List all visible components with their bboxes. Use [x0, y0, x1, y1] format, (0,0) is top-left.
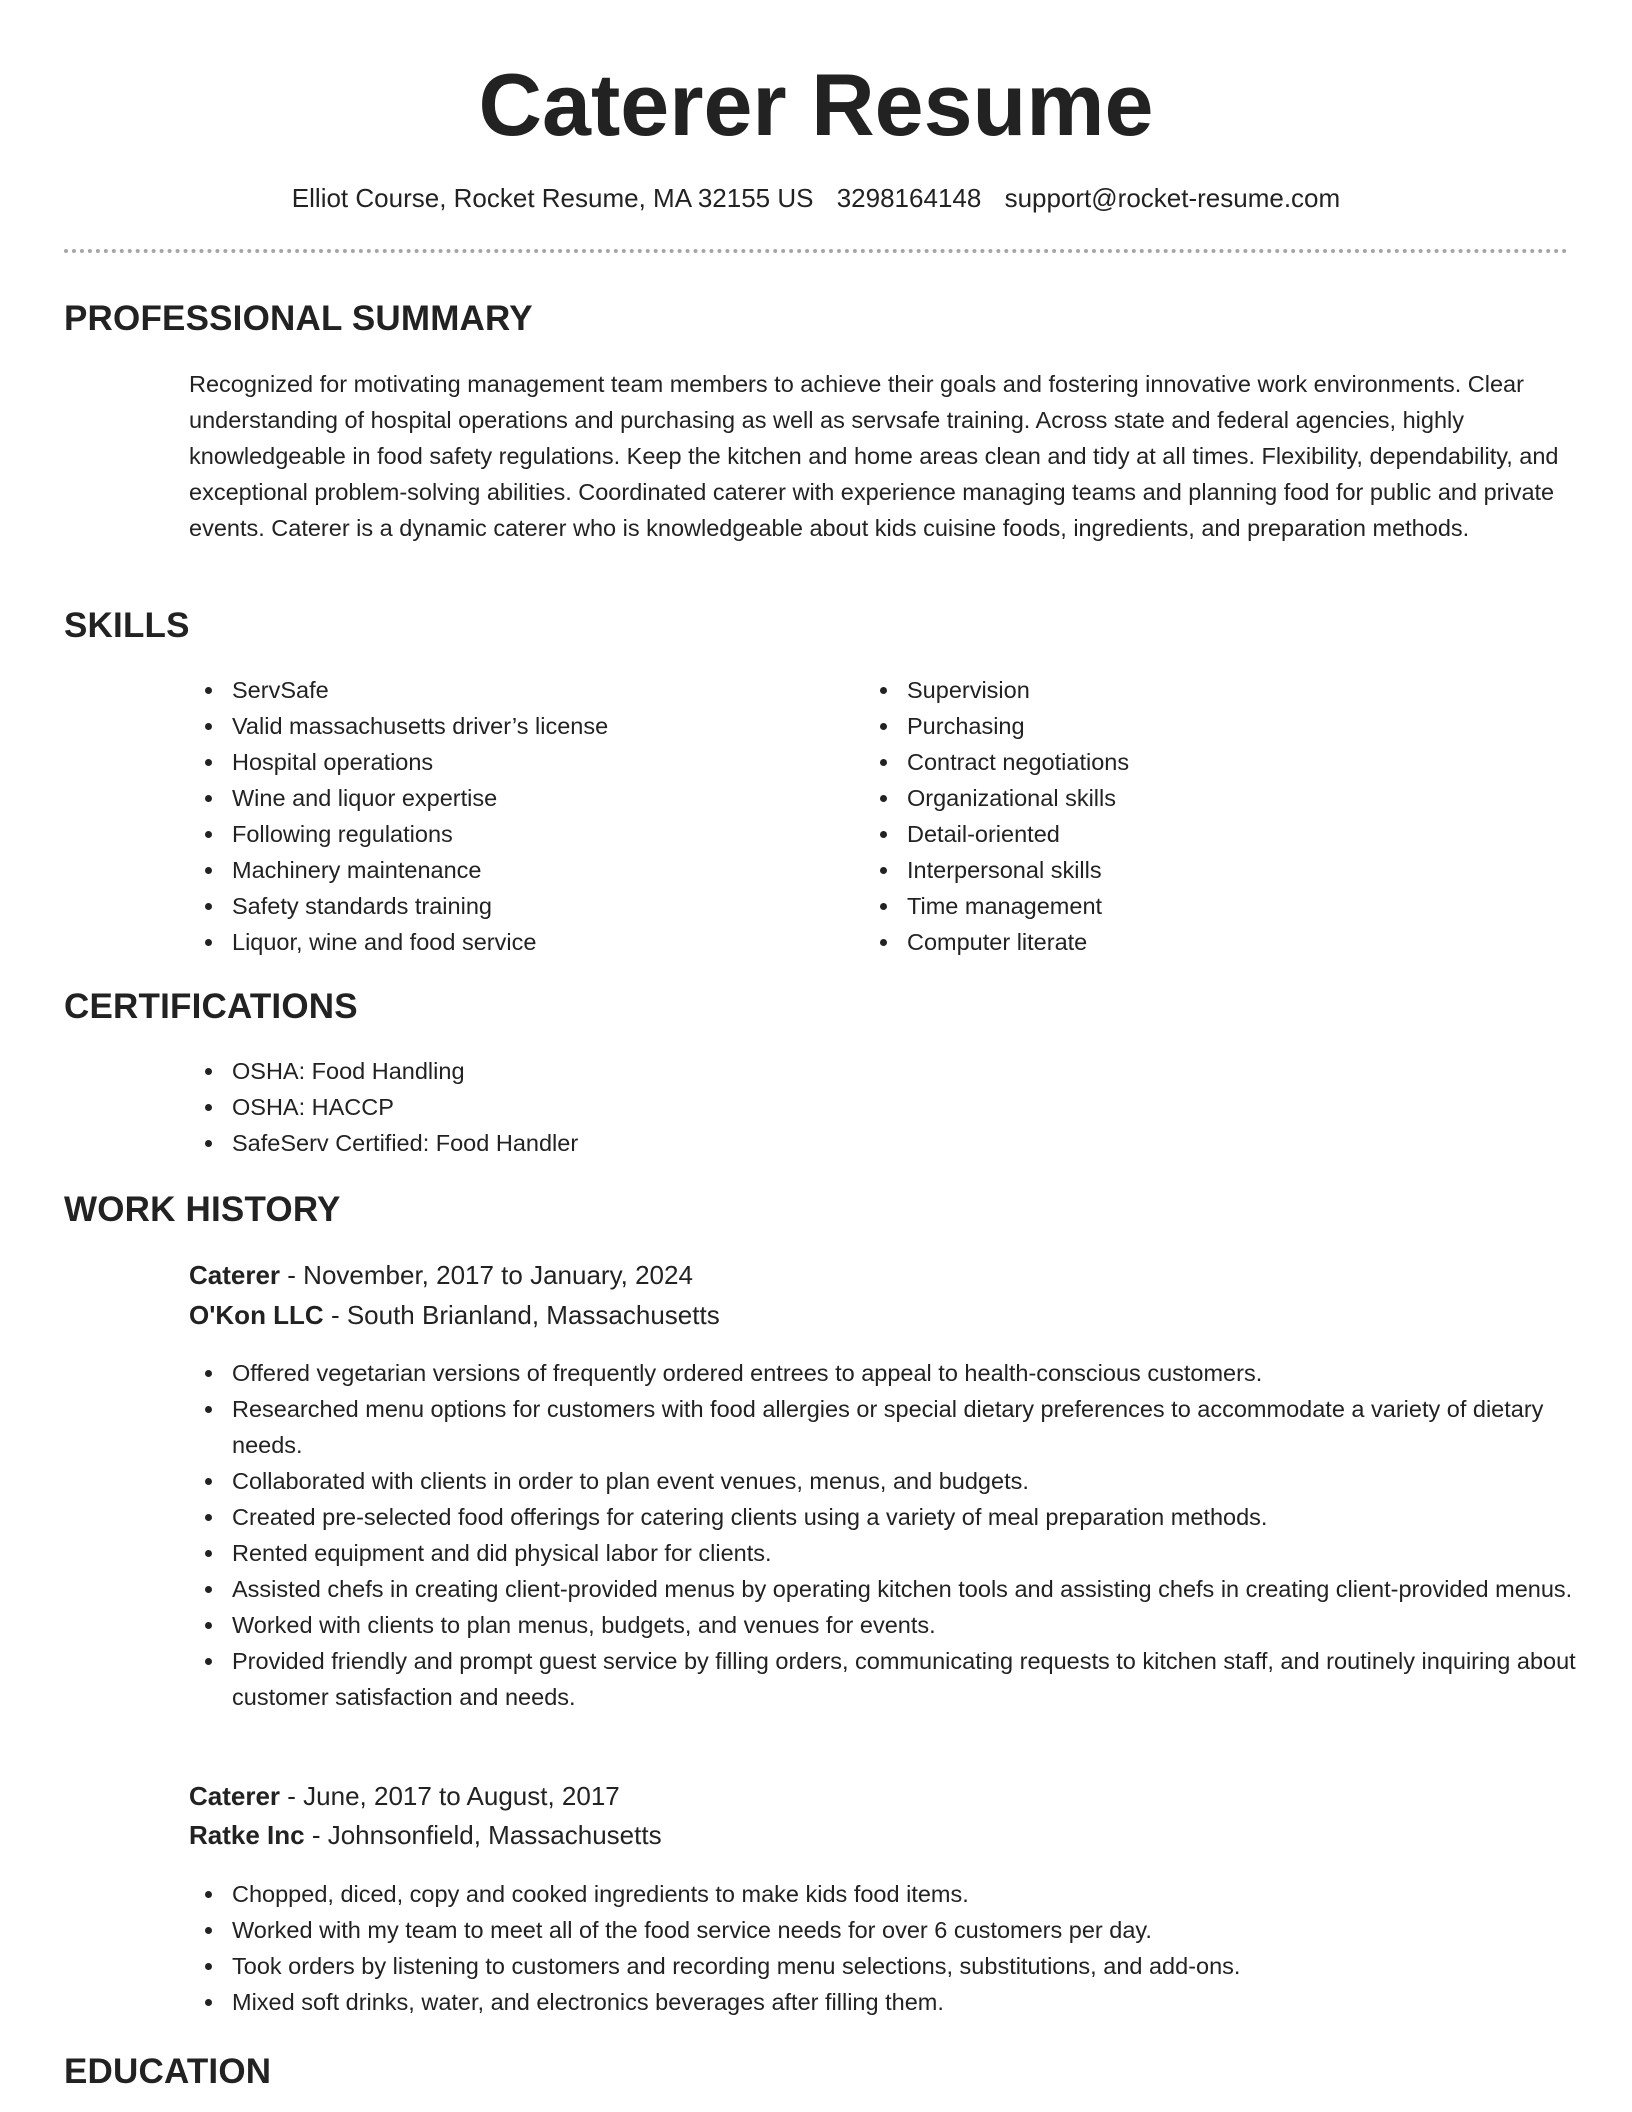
job-dates: - June, 2017 to August, 2017 [280, 1781, 620, 1811]
job-company: O'Kon LLC [189, 1300, 324, 1330]
skill-item: Supervision [907, 672, 1507, 708]
skills-list-right [864, 672, 1507, 960]
certification-item: OSHA: Food Handling [232, 1053, 1607, 1089]
job-company-line [189, 1816, 662, 1854]
header-divider [64, 249, 1568, 253]
job-title: Caterer [189, 1260, 281, 1290]
job-title: Caterer [189, 1781, 281, 1811]
skill-item: Machinery maintenance [232, 852, 832, 888]
skill-item: ServSafe [232, 672, 832, 708]
job-duty-item: Chopped, diced, copy and cooked ingredients to make kids food items. [232, 1876, 1607, 1912]
skill-item: Organizational skills [907, 780, 1507, 816]
job-company-line [189, 1296, 720, 1334]
certification-item: OSHA: HACCP [232, 1089, 1607, 1125]
education-heading: EDUCATION [64, 2052, 272, 2091]
skills-heading: SKILLS [64, 606, 190, 645]
job-duty-item: Collaborated with clients in order to plan event venues, menus, and budgets. [232, 1463, 1607, 1499]
skill-item: Detail-oriented [907, 816, 1507, 852]
summary-text: Recognized for motivating management team members to achieve their goals and fostering innovative work environments. Clear understanding of hospital operations and purchasing as well as servsafe training. Across state and federal agencies, highly knowledgeable in food safety regulations. Keep the kitchen and home areas clean and tidy at all times. Flexibility, dependability, and exceptional problem-solving abilities. Coordinated caterer with experience managing teams and planning food for public and private events. Caterer is a dynamic caterer who is knowledgeable about kids cuisine foods, ingredients, and preparation methods. [189, 371, 1559, 541]
skill-item: Hospital operations [232, 744, 832, 780]
skill-item: Safety standards training [232, 888, 832, 924]
resume-title: Caterer Resume [478, 55, 1154, 154]
job-duty-item: Took orders by listening to customers and recording menu selections, substitutions, and add-ons. [232, 1948, 1607, 1984]
summary-heading: PROFESSIONAL SUMMARY [64, 299, 533, 338]
job-duty-item: Created pre-selected food offerings for catering clients using a variety of meal preparation methods. [232, 1499, 1607, 1535]
skill-item: Following regulations [232, 816, 832, 852]
job-duty-item: Provided friendly and prompt guest service by filling orders, communicating requests to kitchen staff, and routinely inquiring about customer satisfaction and needs. [232, 1643, 1607, 1715]
contact-address: Elliot Course, Rocket Resume, MA 32155 US [291, 183, 814, 213]
skill-item: Interpersonal skills [907, 852, 1507, 888]
skills-list-left [189, 672, 832, 960]
job-duty-item: Worked with my team to meet all of the food service needs for over 6 customers per day. [232, 1912, 1607, 1948]
job-location: - Johnsonfield, Massachusetts [304, 1820, 662, 1850]
job-duties-list [189, 1876, 1607, 2020]
job-duty-item: Mixed soft drinks, water, and electronics beverages after filling them. [232, 1984, 1607, 2020]
job-duty-item: Worked with clients to plan menus, budgets, and venues for events. [232, 1607, 1607, 1643]
job-duty-item: Offered vegetarian versions of frequently ordered entrees to appeal to health-conscious customers. [232, 1355, 1607, 1391]
job-duty-item: Researched menu options for customers with food allergies or special dietary preferences to accommodate a variety of dietary needs. [232, 1391, 1607, 1463]
contact-email: support@rocket-resume.com [1004, 183, 1341, 213]
contact-line [64, 180, 1568, 216]
contact-phone: 3298164148 [836, 183, 982, 213]
skill-item: Wine and liquor expertise [232, 780, 832, 816]
job-duty-item: Rented equipment and did physical labor for clients. [232, 1535, 1607, 1571]
skill-item: Purchasing [907, 708, 1507, 744]
job-duties-list [189, 1355, 1607, 1715]
skill-item: Valid massachusetts driver’s license [232, 708, 832, 744]
job-dates: - November, 2017 to January, 2024 [280, 1260, 693, 1290]
skill-item: Contract negotiations [907, 744, 1507, 780]
skill-item: Time management [907, 888, 1507, 924]
skill-item: Liquor, wine and food service [232, 924, 832, 960]
job-title-line [189, 1777, 620, 1815]
certifications-list [189, 1053, 1607, 1161]
job-company: Ratke Inc [189, 1820, 305, 1850]
job-location: - South Brianland, Massachusetts [323, 1300, 720, 1330]
skill-item: Computer literate [907, 924, 1507, 960]
job-duty-item: Assisted chefs in creating client-provided menus by operating kitchen tools and assisting chefs in creating client-provided menus. [232, 1571, 1607, 1607]
job-title-line [189, 1256, 693, 1294]
certification-item: SafeServ Certified: Food Handler [232, 1125, 1607, 1161]
work-history-heading: WORK HISTORY [64, 1190, 341, 1229]
certifications-heading: CERTIFICATIONS [64, 987, 358, 1026]
